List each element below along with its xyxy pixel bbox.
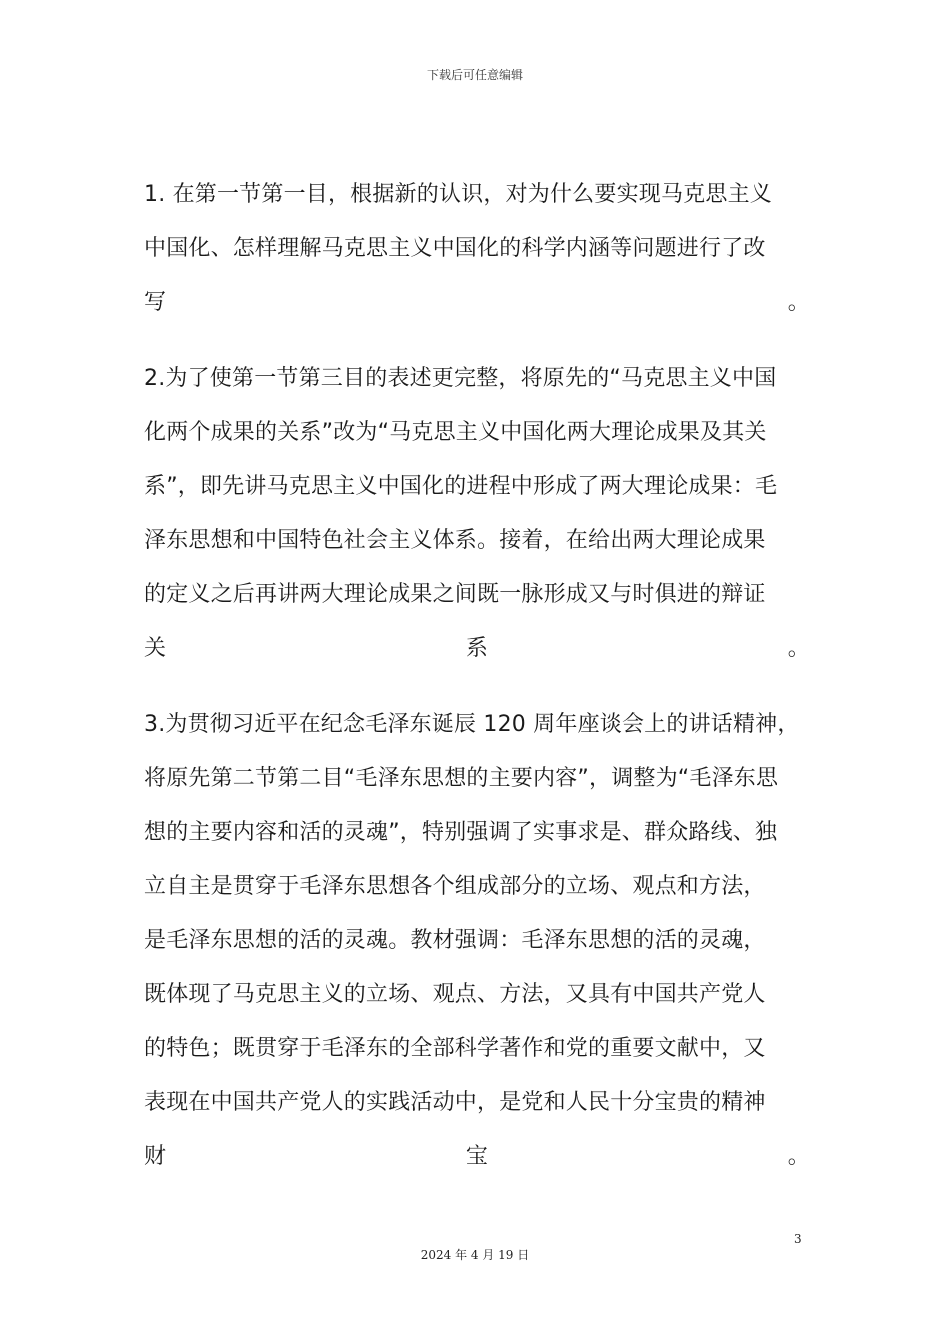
paragraph-line: 的特色；既贯穿于毛泽东的全部科学著作和党的重要文献中，又 [144,1036,766,1061]
paragraph-line: 3.为贯彻习近平在纪念毛泽东诞辰 120 周年座谈会上的讲话精神， [144,712,800,737]
page-number: 3 [794,1232,802,1246]
text-fragment: 宝 [465,1144,489,1169]
text-fragment: 。 [787,290,810,315]
paragraph-2 [144,352,810,676]
text-fragment: 系 [465,636,489,661]
paragraph-line: 泽东思想和中国特色社会主义体系。接着，在给出两大理论成果 [144,528,766,553]
paragraph-line: 既体现了马克思主义的立场、观点、方法，又具有中国共产党人 [144,982,766,1007]
paragraph-line: 的定义之后再讲两大理论成果之间既一脉形成又与时俱进的辩证 [144,582,766,607]
paragraph-line: 立自主是贯穿于毛泽东思想各个组成部分的立场、观点和方法， [144,874,766,899]
paragraph-last-line [144,622,810,676]
paragraph-last-line [144,1130,810,1184]
paragraph-line: 2.为了使第一节第三目的表述更完整，将原先的“马克思主义中国 [144,366,777,391]
paragraph-line: 系”，即先讲马克思主义中国化的进程中形成了两大理论成果：毛 [144,474,778,499]
paragraph-line: 将原先第二节第二目“毛泽东思想的主要内容”，调整为“毛泽东思 [144,766,779,791]
text-fragment: 关 [144,636,167,661]
text-fragment: 。 [787,636,810,661]
header-note: 下载后可任意编辑 [426,68,523,82]
text-fragment: 财 [144,1144,167,1169]
paragraph-line: 想的主要内容和活的灵魂”，特别强调了实事求是、群众路线、独 [144,820,778,845]
paragraph-1 [144,168,810,330]
paragraph-line: 是毛泽东思想的活的灵魂。教材强调：毛泽东思想的活的灵魂， [144,928,766,953]
paragraph-line: 化两个成果的关系”改为“马克思主义中国化两大理论成果及其关 [144,420,767,445]
paragraph-last-line [144,276,810,330]
footer-date: 2024 年 4 月 19 日 [420,1248,530,1262]
text-fragment: 。 [787,1144,810,1169]
text-fragment: 写 [144,290,167,315]
paragraph-line: 表现在中国共产党人的实践活动中，是党和人民十分宝贵的精神 [144,1090,766,1115]
paragraph-3 [144,698,810,1184]
document-body [144,168,810,1206]
paragraph-line: 中国化、怎样理解马克思主义中国化的科学内涵等问题进行了改 [144,236,766,261]
paragraph-line: 1. 在第一节第一目，根据新的认识，对为什么要实现马克思主义 [144,182,772,207]
